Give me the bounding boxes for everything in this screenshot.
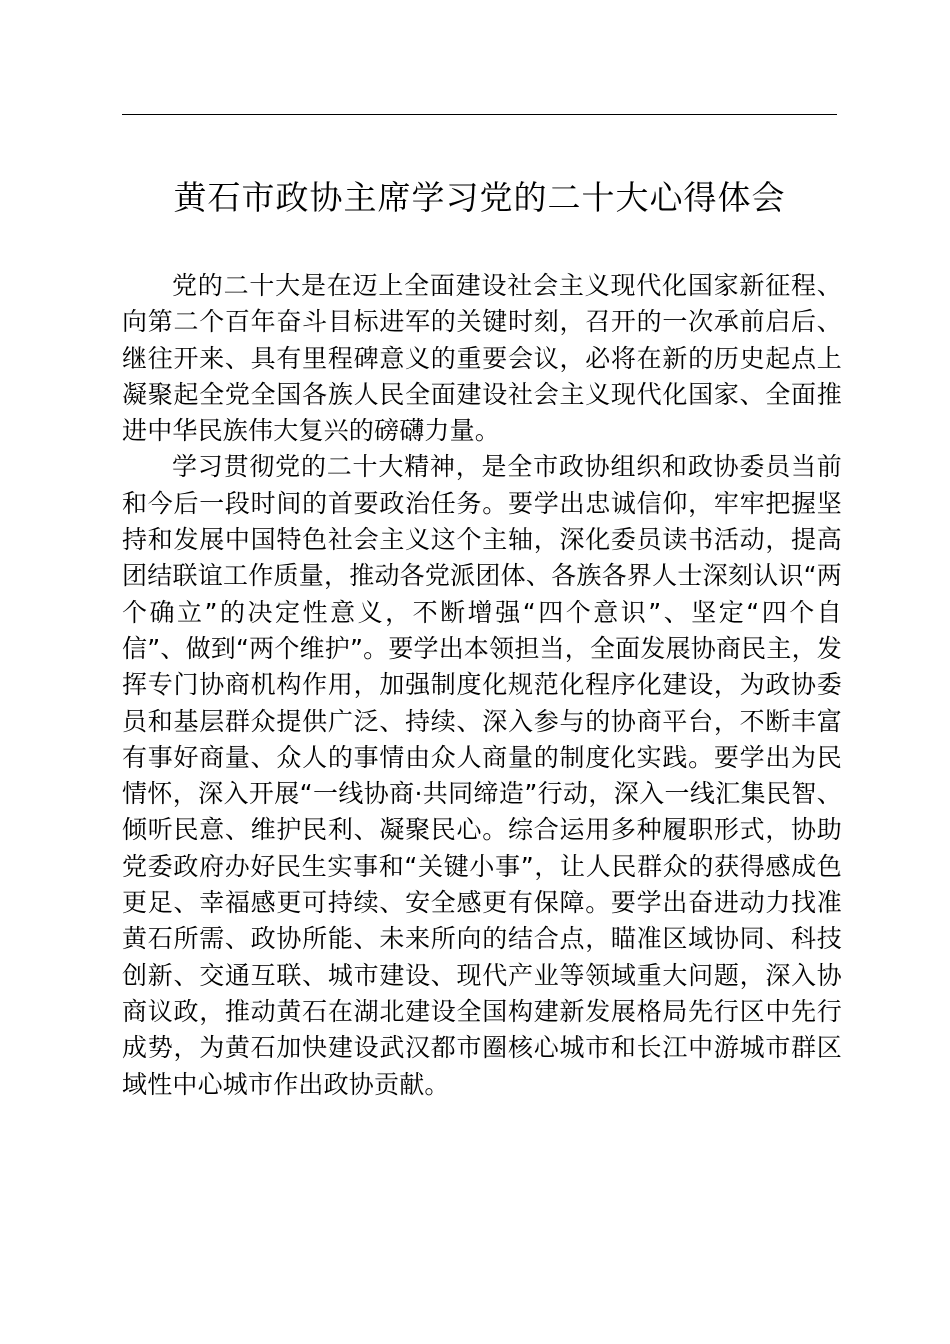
document-title: 黄石市政协主席学习党的二十大心得体会 bbox=[173, 178, 786, 217]
document-body bbox=[122, 268, 842, 1103]
header-rule bbox=[122, 114, 837, 115]
body-paragraph-1: 党的二十大是在迈上全面建设社会主义现代化国家新征程、向第二个百年奋斗目标进军的关键时刻，召开的一次承前启后、继往开来、具有里程碑意义的重要会议，必将在新的历史起点上凝聚起全党全国各族人民全面建设社会主义现代化国家、全面推进中华民族伟大复兴的磅礴力量。 bbox=[122, 271, 842, 446]
body-paragraph-2: 学习贯彻党的二十大精神，是全市政协组织和政协委员当前和今后一段时间的首要政治任务。要学出忠诚信仰，牢牢把握坚持和发展中国特色社会主义这个主轴，深化委员读书活动，提高团结联谊工作质量，推动各党派团体、各族各界人士深刻认识“两个确立”的决定性意义，不断增强“四个意识”、坚定“四个自信”、做到“两个维护”。要学出本领担当，全面发展协商民主，发挥专门协商机构作用，加强制度化规范化程序化建设，为政协委员和基层群众提供广泛、持续、深入参与的协商平台，不断丰富有事好商量、众人的事情由众人商量的制度化实践。要学出为民情怀，深入开展“一线协商·共同缔造”行动，深入一线汇集民智、倾听民意、维护民利、凝聚民心。综合运用多种履职形式，协助党委政府办好民生实事和“关键小事”，让人民群众的获得感成色更足、幸福感更可持续、安全感更有保障。要学出奋进动力找准黄石所需、政协所能、未来所向的结合点，瞄准区域协同、科技创新、交通互联、城市建设、现代产业等领域重大问题，深入协商议政，推动黄石在湖北建设全国构建新发展格局先行区中先行成势，为黄石加快建设武汉都市圈核心城市和长江中游城市群区域性中心城市作出政协贡献。 bbox=[122, 452, 842, 1099]
